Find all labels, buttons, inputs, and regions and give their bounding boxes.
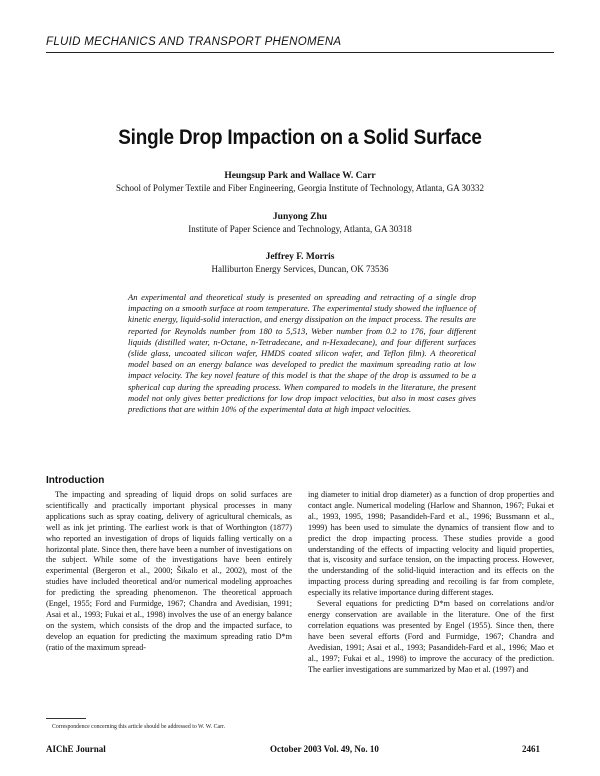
author-names: Heungsup Park and Wallace W. Carr <box>224 171 376 181</box>
author-names: Jeffrey F. Morris <box>265 252 335 262</box>
author-names: Junyong Zhu <box>272 212 328 222</box>
footnote: Correspondence concerning this article should be addressed to W. W. Carr. <box>52 724 226 730</box>
author-affiliation: School of Polymer Textile and Fiber Engineering, Georgia Institute of Technology, Atlanta, GA 30332 <box>115 183 485 193</box>
footer-page-number: 2461 <box>522 744 540 754</box>
header-rule <box>46 52 554 53</box>
paragraph: The impacting and spreading of liquid drops on solid surfaces are scientifically and practically important physical processes in many applications such as spray coating, delivery of agricultural chemicals, as well as ink jet printing. The earliest work is that of Worthington (1877) who reported an investigation of drops of liquids falling vertically on a horizontal plate. Since then, there have been a number of investigations on the subject. While some of the investigations have been entirely experimental (Bergeron et al., 2000; Šikalo et al., 2002), most of the studies have included theoretical and/or numerical modeling approaches for predicting the spreading phenomenon. The theoretical approach (Engel, 1955; Ford and Furmidge, 1967; Chandra and Avedisian, 1991; Asai et al., 1993; Fukai et al., 1998) involves the use of an energy balance on the system, which consists of the drop and the impacted surface, to develop an equation for predicting the maximum spreading ratio D*m (ratio of the maximum spread- <box>46 490 292 652</box>
footnote-rule <box>46 718 86 719</box>
author-affiliation: Halliburton Energy Services, Duncan, OK 73536 <box>211 264 389 274</box>
section-heading-introduction: Introduction <box>46 475 105 486</box>
paper-title: Single Drop Impaction on a Solid Surface <box>118 126 482 149</box>
author-block-3 <box>46 251 554 275</box>
paragraph: Several equations for predicting D*m based on correlations and/or energy conservation are available in the literature. One of the first correlation equations was presented by Engel (1955). Since then, there have been several efforts (Ford and Furmidge, 1967; Chandra and Avedisian, 1991; Asai et al., 1993; Pasandideh-Fard et al., 1996; Mao et al., 1997; Fukai et al., 1998) to improve the accuracy of the prediction. The earlier investigations are summarized by Mao et al. (1997) and <box>308 599 554 674</box>
journal-section-header: FLUID MECHANICS AND TRANSPORT PHENOMENA <box>46 36 342 48</box>
footer-journal: AIChE Journal <box>46 744 106 754</box>
author-block-1 <box>46 170 554 194</box>
abstract: An experimental and theoretical study is presented on spreading and retracting of a single drop impacting on a smooth surface at room temperature. The experimental study showed the influence of kinetic energy, liquid-solid interaction, and energy dissipation on the impact process. The results are reported for Reynolds number from 180 to 5,513, Weber number from 0.2 to 176, four different liquids (distilled water, n-Octane, n-Tetradecane, and n-Hexadecane), and four different surfaces (slide glass, uncoated silicon wafer, HMDS coated silicon wafer, and Teflon film). A theoretical model based on an energy balance was developed to predict the maximum spreading ratio at low impact velocity. The key novel feature of this model is that the shape of the drop is assumed to be a spherical cap during the spreading process. When compared to models in the literature, the present model not only gives better predictions for low drop impact velocities, but also in most cases gives predictions that are within 10% of the experimental data at high impact velocities. <box>128 292 476 415</box>
paragraph: ing diameter to initial drop diameter) as a function of drop properties and contact angle. Numerical modeling (Harlow and Shannon, 1967; Fukai et al., 1993, 1995, 1998; Pasandideh-Fard et al., 1996; Bussmann et al., 1999) has been used to simulate the dynamics of transient flow and to predict the drop impacting process. These studies provide a good understanding of the effects of impacting velocity and liquid properties, that is, viscosity and surface tension, on the impacting process. However, the understanding of the solid-liquid interaction and its effects on the impacting process during spreading and recoiling is far from complete, especially its relative importance during different stages. <box>308 490 554 598</box>
body-column-left <box>46 490 292 654</box>
footer-issue: October 2003 Vol. 49, No. 10 <box>270 744 379 754</box>
body-column-right <box>308 490 554 675</box>
author-block-2 <box>46 211 554 235</box>
author-affiliation: Institute of Paper Science and Technology, Atlanta, GA 30318 <box>188 224 412 234</box>
